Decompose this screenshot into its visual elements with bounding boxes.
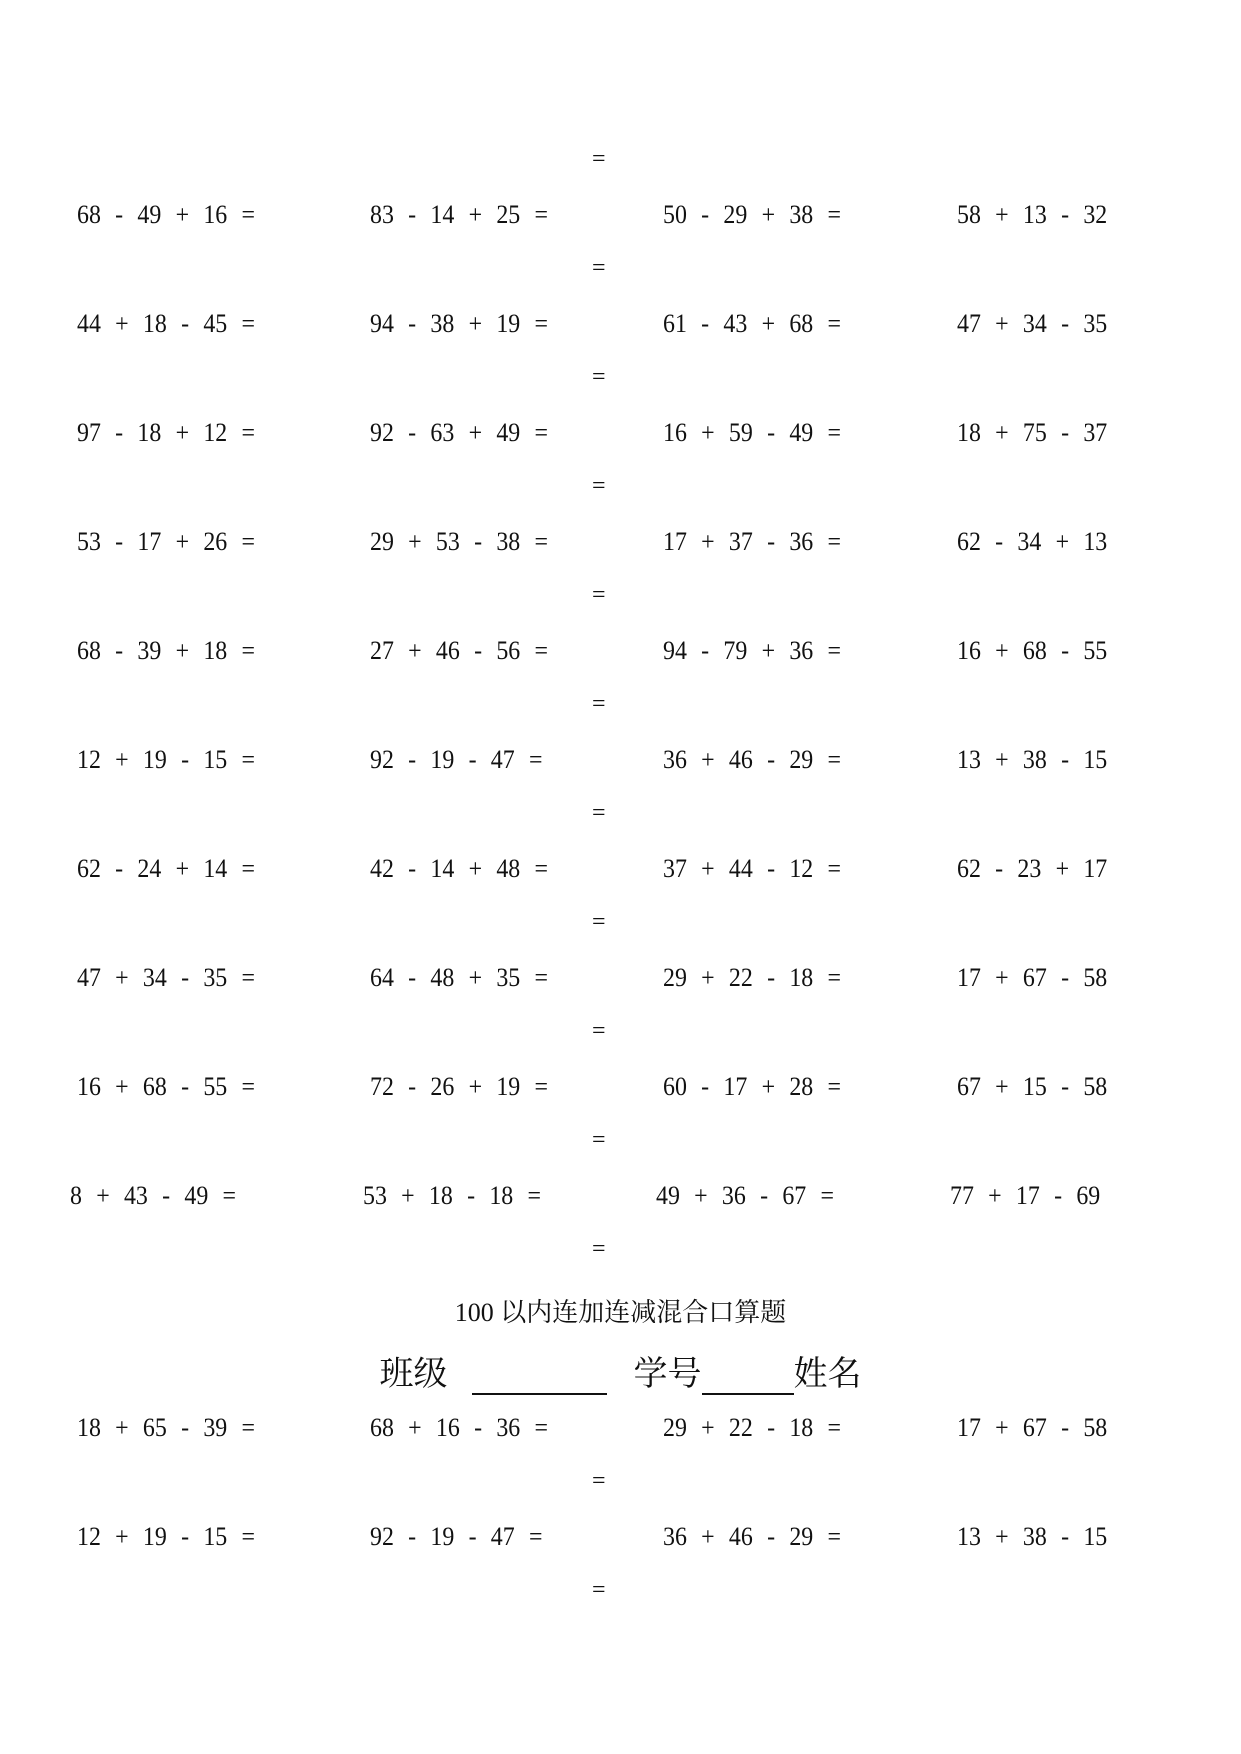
wrapped-equals-sign: = — [592, 582, 606, 608]
math-problem: 16 + 68 - 55 = — [77, 1072, 256, 1101]
math-problem: 47 + 34 - 35 = — [77, 963, 256, 992]
math-problem: 50 - 29 + 38 = — [663, 200, 842, 229]
math-problem: 83 - 14 + 25 = — [370, 200, 549, 229]
worksheet-title: 100 以内连加连减混合口算题 — [454, 1298, 787, 1327]
math-problem: 17 + 67 - 58 — [957, 1413, 1108, 1442]
math-problem: 18 + 65 - 39 = — [77, 1413, 256, 1442]
math-problem: 36 + 46 - 29 = — [663, 1522, 842, 1551]
math-problem: 53 + 18 - 18 = — [363, 1181, 542, 1210]
wrapped-equals-sign: = — [592, 255, 606, 281]
math-problem: 47 + 34 - 35 — [957, 309, 1108, 338]
wrapped-equals-sign: = — [592, 1468, 606, 1494]
math-problem: 72 - 26 + 19 = — [370, 1072, 549, 1101]
math-problem: 68 - 39 + 18 = — [77, 636, 256, 665]
math-problem: 68 + 16 - 36 = — [370, 1413, 549, 1442]
student-no-blank[interactable] — [702, 1363, 794, 1395]
wrapped-equals-sign: = — [592, 146, 606, 172]
math-problem: 64 - 48 + 35 = — [370, 963, 549, 992]
math-problem: 27 + 46 - 56 = — [370, 636, 549, 665]
math-problem: 92 - 19 - 47 = — [370, 745, 543, 774]
math-problem: 16 + 59 - 49 = — [663, 418, 842, 447]
math-problem: 97 - 18 + 12 = — [77, 418, 256, 447]
student-no-label: 学号 — [633, 1356, 702, 1393]
math-problem: 44 + 18 - 45 = — [77, 309, 256, 338]
math-problem: 8 + 43 - 49 = — [70, 1181, 237, 1210]
math-problem: 42 - 14 + 48 = — [370, 854, 549, 883]
class-blank[interactable] — [472, 1363, 607, 1395]
math-problem: 12 + 19 - 15 = — [77, 1522, 256, 1551]
math-problem: 62 - 24 + 14 = — [77, 854, 256, 883]
student-info-header — [0, 1346, 1241, 1395]
math-problem: 29 + 22 - 18 = — [663, 963, 842, 992]
math-problem: 37 + 44 - 12 = — [663, 854, 842, 883]
wrapped-equals-sign: = — [592, 473, 606, 499]
math-problem: 29 + 22 - 18 = — [663, 1413, 842, 1442]
math-problem: 18 + 75 - 37 — [957, 418, 1108, 447]
wrapped-equals-sign: = — [592, 364, 606, 390]
math-problem: 60 - 17 + 28 = — [663, 1072, 842, 1101]
math-problem: 68 - 49 + 16 = — [77, 200, 256, 229]
wrapped-equals-sign: = — [592, 691, 606, 717]
math-problem: 17 + 37 - 36 = — [663, 527, 842, 556]
math-problem: 13 + 38 - 15 — [957, 745, 1108, 774]
math-problem: 17 + 67 - 58 — [957, 963, 1108, 992]
math-problem: 94 - 38 + 19 = — [370, 309, 549, 338]
wrapped-equals-sign: = — [592, 909, 606, 935]
math-problem: 58 + 13 - 32 — [957, 200, 1108, 229]
math-problem: 62 - 34 + 13 — [957, 527, 1108, 556]
wrapped-equals-sign: = — [592, 1018, 606, 1044]
wrapped-equals-sign: = — [592, 1127, 606, 1153]
wrapped-equals-sign: = — [592, 800, 606, 826]
math-problem: 12 + 19 - 15 = — [77, 745, 256, 774]
math-problem: 62 - 23 + 17 — [957, 854, 1108, 883]
math-problem: 36 + 46 - 29 = — [663, 745, 842, 774]
math-problem: 16 + 68 - 55 — [957, 636, 1108, 665]
math-problem: 77 + 17 - 69 — [950, 1181, 1101, 1210]
class-label: 班级 — [379, 1356, 448, 1393]
wrapped-equals-sign: = — [592, 1577, 606, 1603]
name-label: 姓名 — [793, 1356, 862, 1393]
math-problem: 92 - 19 - 47 = — [370, 1522, 543, 1551]
math-problem: 92 - 63 + 49 = — [370, 418, 549, 447]
math-problem: 61 - 43 + 68 = — [663, 309, 842, 338]
math-problem: 49 + 36 - 67 = — [656, 1181, 835, 1210]
math-problem: 13 + 38 - 15 — [957, 1522, 1108, 1551]
math-problem: 53 - 17 + 26 = — [77, 527, 256, 556]
wrapped-equals-sign: = — [592, 1236, 606, 1262]
math-problem: 67 + 15 - 58 — [957, 1072, 1108, 1101]
math-problem: 94 - 79 + 36 = — [663, 636, 842, 665]
math-problem: 29 + 53 - 38 = — [370, 527, 549, 556]
